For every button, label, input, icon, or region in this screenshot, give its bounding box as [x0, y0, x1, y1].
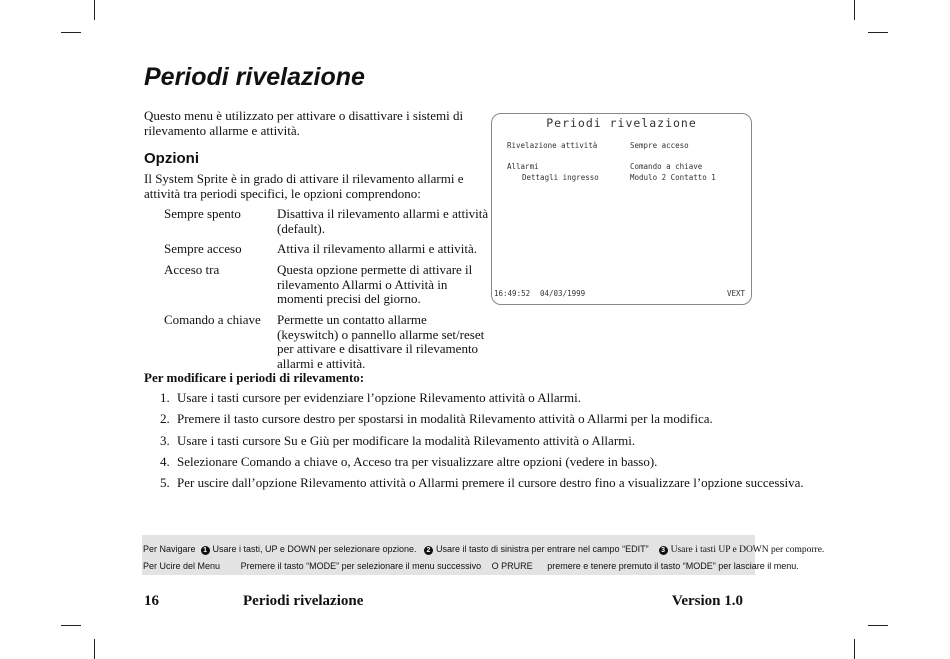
exit-hint: premere e tenere premuto il tasto “MODE” per lasciare il menu.: [547, 561, 799, 571]
options-heading: Opzioni: [144, 150, 199, 167]
nav-row: [143, 544, 824, 555]
nav-hint: Usare il tasto di sinistra per entrare nel campo “EDIT”: [435, 544, 649, 554]
step-number: 5.: [160, 475, 170, 491]
nav-hint: Usare i tasti, UP e DOWN per selezionare opzione.: [212, 544, 417, 554]
nav-row: [143, 561, 799, 571]
step-two-icon: 2: [424, 546, 433, 555]
intro-text: Questo menu è utilizzato per attivare o disattivare i sistemi di rilevamento allarme e attività.: [144, 108, 464, 138]
crop-mark: [868, 32, 888, 33]
crop-mark: [61, 32, 81, 33]
crop-mark: [61, 625, 81, 626]
step-three-icon: 3: [659, 546, 668, 555]
option-name: Acceso tra: [164, 262, 220, 277]
step-text: Usare i tasti cursore per evidenziare l’opzione Rilevamento attività o Allarmi.: [177, 390, 581, 405]
option-name: Sempre spento: [164, 206, 241, 221]
navigation-help-bar: [142, 535, 825, 575]
list-item: [160, 390, 804, 411]
step-number: 2.: [160, 411, 170, 427]
procedure-title: Per modificare i periodi di rilevamento:: [144, 370, 365, 385]
lcd-row2-value: Comando a chiave: [630, 162, 703, 171]
page-title: Periodi rivelazione: [144, 63, 365, 91]
procedure-steps: [160, 390, 804, 496]
step-text: Per uscire dall’opzione Rilevamento attività o Allarmi premere il cursore destro fino a visualizzare l’opzione successiva.: [177, 475, 804, 491]
lcd-title: Periodi rivelazione: [546, 116, 697, 130]
crop-mark: [854, 639, 855, 659]
crop-mark: [868, 625, 888, 626]
step-text: Usare i tasti cursore Su e Giù per modificare la modalità Rilevamento attività o Allarmi.: [177, 432, 636, 448]
step-text: Selezionare Comando a chiave o, Acceso tra per visualizzare altre opzioni (vedere in basso).: [177, 453, 658, 469]
step-one-icon: 1: [201, 546, 210, 555]
step-number: 1.: [160, 390, 170, 405]
step-number: 3.: [160, 432, 170, 448]
option-desc: Disattiva il rilevamento allarmi e attività (default).: [277, 206, 489, 236]
lcd-row1-value: Sempre acceso: [630, 141, 689, 150]
exit-hint: Premere il tasto “MODE” per selezionare il menu successivo: [240, 561, 482, 571]
lcd-source: VEXT: [726, 289, 745, 298]
options-intro: Il System Sprite è in grado di attivare il rilevamento allarmi e attività tra periodi specifici, le opzioni comprendono:: [144, 171, 464, 201]
list-item: [160, 475, 804, 496]
option-name: Comando a chiave: [164, 312, 261, 327]
footer-version: Version 1.0: [671, 593, 743, 609]
exit-label: Per Ucire del Menu: [143, 561, 221, 571]
lcd-row3-label: Dettagli ingresso: [522, 173, 599, 182]
lcd-row2-label: Allarmi: [507, 162, 539, 171]
option-desc: Questa opzione permette di attivare il rilevamento Allarmi o Attività in momenti precisi del giorno.: [277, 262, 473, 306]
nav-label: Per Navigare: [143, 544, 196, 554]
option-name: Sempre acceso: [164, 241, 242, 256]
crop-mark: [94, 0, 95, 20]
lcd-row3-value: Modulo 2 Contatto 1: [630, 173, 716, 182]
option-desc: Permette un contatto allarme (keyswitch) o pannello allarme set/reset per attivare e disattivare il rilevamento allarmi e attività.: [277, 312, 485, 371]
lcd-time: 16:49:52: [494, 289, 531, 298]
footer-section: Periodi rivelazione: [243, 593, 364, 609]
step-number: 4.: [160, 453, 170, 469]
lcd-date: 04/03/1999: [540, 289, 586, 298]
crop-mark: [854, 0, 855, 20]
exit-or: O PRURE: [491, 561, 533, 571]
lcd-row1-label: Rivelazione attività: [507, 141, 598, 150]
list-item: [160, 433, 804, 454]
list-item: [160, 454, 804, 475]
lcd-screen: [491, 113, 752, 305]
crop-mark: [94, 639, 95, 659]
option-desc: Attiva il rilevamento allarmi e attività.: [277, 241, 477, 256]
list-item: [160, 411, 804, 432]
page-number: 16: [144, 593, 159, 609]
nav-hint: Usare i tasti UP e DOWN per comporre.: [670, 545, 825, 555]
step-text: Premere il tasto cursore destro per spostarsi in modalità Rilevamento attività o Allarmi per la modifica.: [177, 411, 713, 427]
